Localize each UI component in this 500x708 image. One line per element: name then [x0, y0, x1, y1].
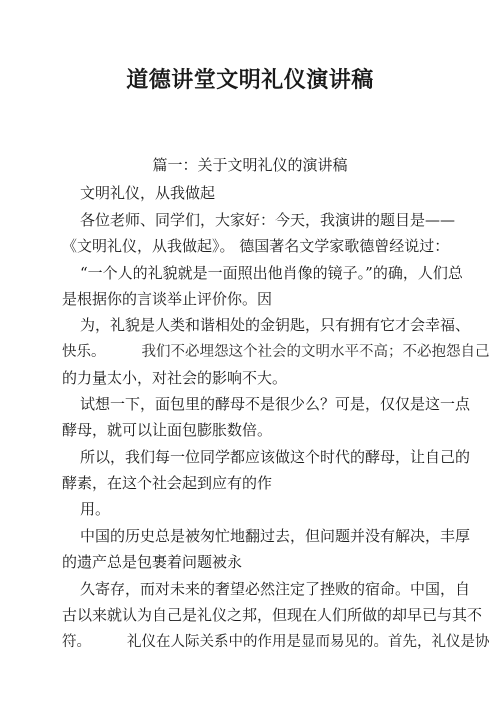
- paragraph-segment: 礼仪在人际关系中的作用是显而易见的。首先，礼仪是协: [127, 634, 490, 650]
- paragraph-line: 的遗产总是包裹着问题被永: [62, 553, 243, 571]
- paragraph-line: 各位老师、同学们，大家好：今天，我演讲的题目是——: [80, 211, 456, 229]
- paragraph-line: 久寄存，而对未来的奢望必然注定了挫败的宿命。中国，自: [80, 580, 471, 598]
- paragraph-line: 中国的历史总是被匆忙地翻过去，但问题并没有解决，丰厚: [80, 527, 471, 545]
- paragraph-line: 酵素，在这个社会起到应有的作: [62, 474, 273, 492]
- paragraph-line: 文明礼仪，从我做起: [80, 184, 216, 202]
- paragraph-line-group: [62, 342, 490, 362]
- paragraph-line: 是根据你的言谈举止评价你。因: [62, 290, 273, 308]
- paragraph-line: “一个人的礼貌就是一面照出他肖像的镜子。”的确，人们总: [80, 264, 463, 282]
- paragraph-line: 古以来就认为自己是礼仪之邦，但现在人们所做的却早已与其不: [62, 606, 483, 624]
- paragraph-line: 试想一下，面包里的酵母不是很少么？可是，仅仅是这一点: [80, 395, 471, 413]
- paragraph-line: 酵母，就可以让面包膨胀数倍。: [62, 421, 273, 439]
- paragraph-line: 用。: [80, 500, 111, 518]
- paragraph-segment: 我们不必埋怨这个社会的文明水平不高；不必抱怨自己: [141, 344, 490, 360]
- paragraph-line: 的力量太小，对社会的影响不大。: [62, 369, 288, 387]
- paragraph-line-group: [62, 632, 490, 652]
- paragraph-segment: 符。: [62, 634, 91, 650]
- paragraph-line: 《文明礼仪，从我做起》。 德国著名文学家歌德曾经说过：: [62, 237, 450, 255]
- document-title: 道德讲堂文明礼仪演讲稿: [126, 67, 374, 93]
- paragraph-line: 为，礼貌是人类和谐相处的金钥匙，只有拥有它才会幸福、: [80, 316, 471, 334]
- section-title: 篇一：关于文明礼仪的演讲稿: [152, 156, 348, 174]
- paragraph-segment: 快乐。: [62, 344, 106, 360]
- paragraph-line: 所以，我们每一位同学都应该做这个时代的酵母，让自己的: [80, 448, 471, 466]
